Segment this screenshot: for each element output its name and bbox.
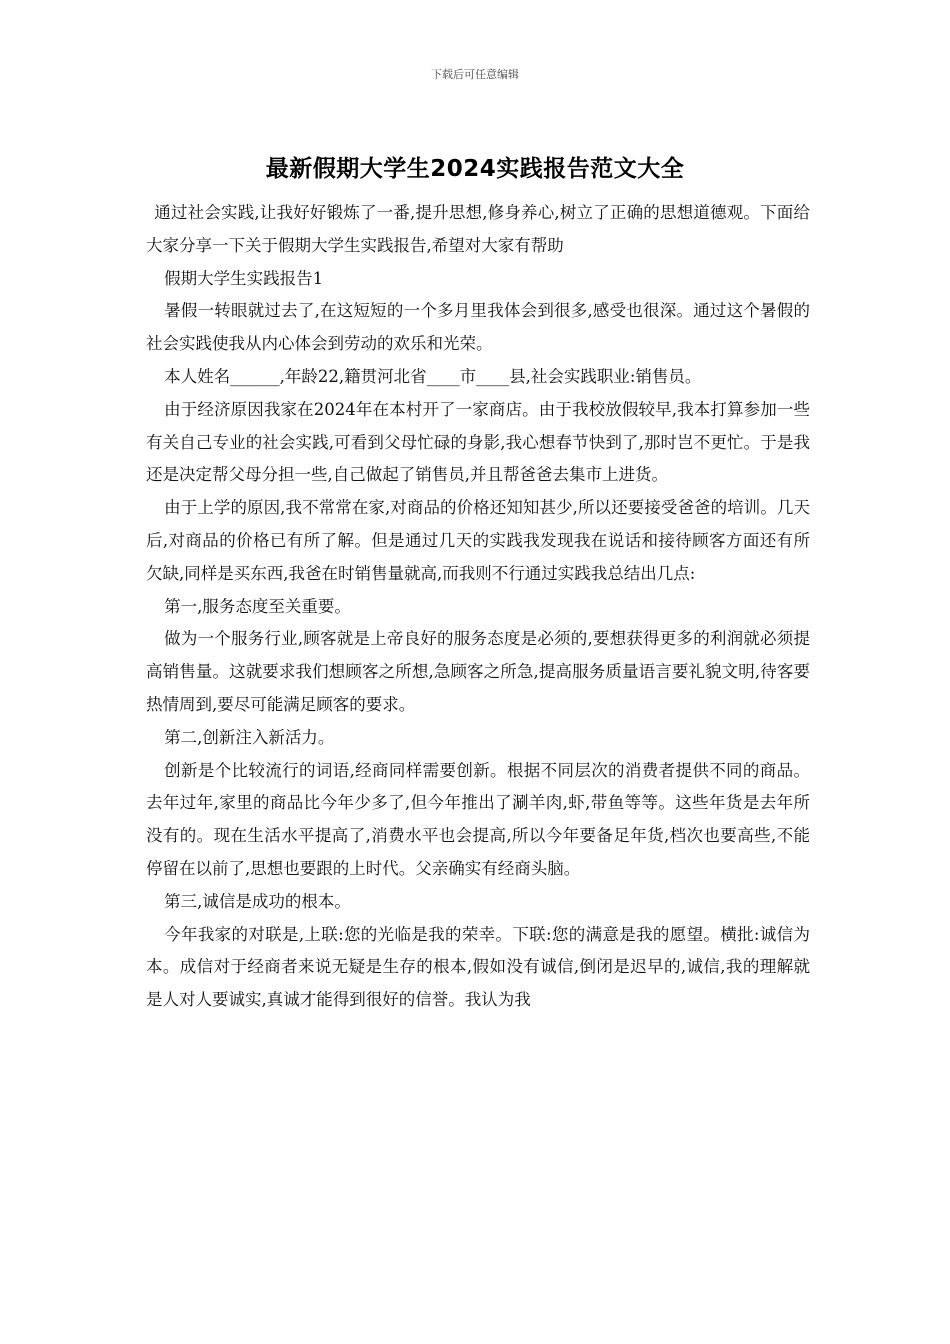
paragraph: 做为一个服务行业,顾客就是上帝良好的服务态度是必须的,要想获得更多的利润就必须提高销售量。这就要求我们想顾客之所想,急顾客之所急,提高服务质量语言要礼貌文明,待客要热情周到,要尽可能满足顾客的要求。 xyxy=(146,629,810,714)
paragraph: 本人姓名______,年龄22,籍贯河北省____市____县,社会实践职业:销售员。 xyxy=(164,366,702,386)
paragraph: 由于经济原因我家在2024年在本村开了一家商店。由于我校放假较早,我本打算参加一些有关自己专业的社会实践,可看到父母忙碌的身影,我心想春节快到了,那时岂不更忙。于是我还是决定帮父母分担一些,自己做起了销售员,并且帮爸爸去集市上进货。 xyxy=(146,399,810,485)
header-note: 下载后可任意编辑 xyxy=(431,68,519,81)
document-title: 最新假期大学生2024实践报告范文大全 xyxy=(265,156,685,182)
paragraph: 今年我家的对联是,上联:您的光临是我的荣幸。下联:您的满意是我的愿望。横批:诚信为本。成信对于经商者来说无疑是生存的根本,假如没有诚信,倒闭是迟早的,诚信,我的理解就是人对人要诚实,真诚才能得到很好的信誉。我认为我 xyxy=(146,924,810,1010)
paragraph-point-heading: 第一,服务态度至关重要。 xyxy=(164,596,351,616)
paragraph: 创新是个比较流行的词语,经商同样需要创新。根据不同层次的消费者提供不同的商品。去年过年,家里的商品比今年少多了,但今年推出了涮羊肉,虾,带鱼等等。这些年货是去年所没有的。现在生活水平提高了,消费水平也会提高,所以今年要备足年货,档次也要高些,不能停留在以前了,思想也要跟的上时代。父亲确实有经商头脑。 xyxy=(146,760,810,878)
paragraph-intro: 通过社会实践,让我好好锻炼了一番,提升思想,修身养心,树立了正确的思想道德观。下面给大家分享一下关于假期大学生实践报告,希望对大家有帮助 xyxy=(146,203,810,255)
paragraph-section-heading: 假期大学生实践报告1 xyxy=(164,268,324,288)
paragraph-point-heading: 第三,诚信是成功的根本。 xyxy=(164,891,351,911)
paragraph-point-heading: 第二,创新注入新活力。 xyxy=(164,727,335,747)
document-body xyxy=(146,197,810,1017)
paragraph: 由于上学的原因,我不常常在家,对商品的价格还知知甚少,所以还要接受爸爸的培训。几天后,对商品的价格已有所了解。但是通过几天的实践我发现我在说话和接待顾客方面还有所欠缺,同样是买东西,我爸在时销售量就高,而我则不行通过实践我总结出几点: xyxy=(146,498,810,583)
paragraph: 暑假一转眼就过去了,在这短短的一个多月里我体会到很多,感受也很深。通过这个暑假的社会实践使我从内心体会到劳动的欢乐和光荣。 xyxy=(146,301,810,354)
